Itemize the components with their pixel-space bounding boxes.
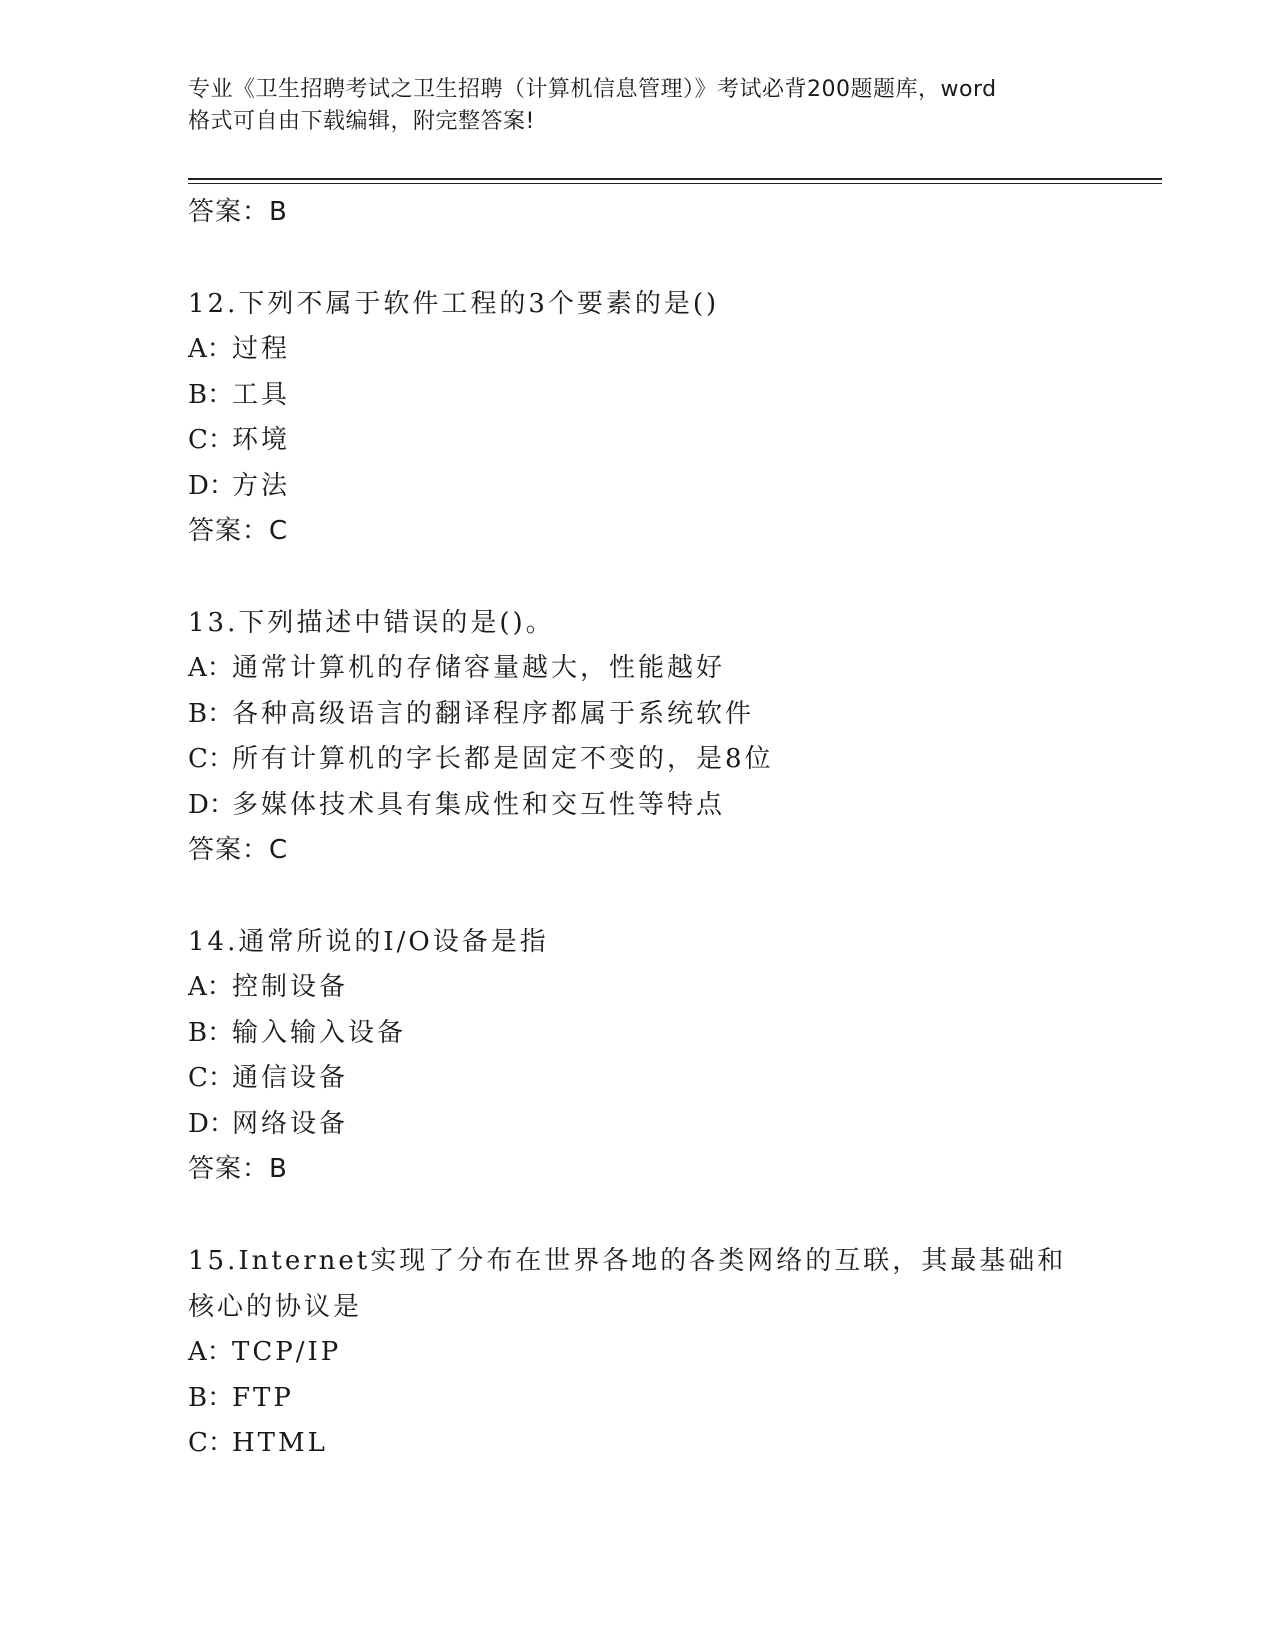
- option-key: A：: [188, 653, 233, 683]
- option-text: TCP/IP: [232, 1337, 342, 1367]
- question-block: [188, 919, 1088, 1191]
- option-key: C：: [188, 425, 234, 455]
- option-row: [188, 1011, 1088, 1057]
- option-text: 环境: [232, 425, 291, 455]
- header-rule-thick: [188, 178, 1162, 180]
- answer-label: 答案：: [188, 197, 270, 227]
- answer-line: [188, 828, 1088, 872]
- option-row: [188, 1056, 1088, 1102]
- question-text: 15.Internet实现了分布在世界各地的各类网络的互联，其最基础和核心的协议是: [188, 1246, 1067, 1322]
- option-row: [188, 1330, 1088, 1376]
- option-row: [188, 464, 1088, 510]
- answer-label: 答案：: [188, 1154, 270, 1184]
- question-block: [188, 281, 1088, 553]
- option-row: [188, 692, 1088, 738]
- header-line-1: 专业《卫生招聘考试之卫生招聘（计算机信息管理）》考试必背200题题库，word: [188, 77, 997, 102]
- question-block: [188, 1238, 1088, 1467]
- option-key: A：: [188, 1337, 233, 1367]
- option-text: 通常计算机的存储容量越大，性能越好: [232, 653, 726, 683]
- document-header: [188, 74, 1088, 138]
- option-text: 通信设备: [232, 1063, 349, 1093]
- option-row: [188, 1102, 1088, 1148]
- answer-line: [188, 190, 1088, 234]
- option-row: [188, 1376, 1088, 1422]
- option-key: C：: [188, 1063, 234, 1093]
- option-key: C：: [188, 744, 234, 774]
- option-key: C：: [188, 1428, 234, 1458]
- option-text: HTML: [232, 1428, 328, 1458]
- answer-value: C: [269, 835, 288, 865]
- option-key: D：: [188, 789, 235, 820]
- option-text: 多媒体技术具有集成性和交互性等特点: [232, 789, 726, 820]
- question-text: 13.下列描述中错误的是()。: [188, 608, 555, 638]
- option-row: [188, 418, 1088, 464]
- option-row: [188, 1421, 1088, 1467]
- option-key: A：: [188, 334, 233, 364]
- option-key: B：: [188, 379, 234, 410]
- option-row: [188, 737, 1088, 783]
- option-text: 网络设备: [232, 1108, 349, 1139]
- option-text: 各种高级语言的翻译程序都属于系统软件: [232, 698, 755, 729]
- answer-label: 答案：: [188, 835, 270, 865]
- option-text: FTP: [232, 1382, 294, 1413]
- option-key: D：: [188, 470, 235, 501]
- answer-line: [188, 1147, 1088, 1191]
- option-text: 控制设备: [232, 972, 349, 1002]
- option-text: 过程: [232, 334, 291, 364]
- question-text: 12.下列不属于软件工程的3个要素的是(): [188, 289, 720, 319]
- option-text: 方法: [232, 470, 291, 501]
- option-text: 工具: [232, 379, 291, 410]
- option-key: A：: [188, 972, 233, 1002]
- question-text: 14.通常所说的I/O设备是指: [188, 927, 549, 957]
- header-line-2: 格式可自由下载编辑，附完整答案!: [188, 109, 535, 134]
- question-block: [188, 600, 1088, 872]
- option-row: [188, 783, 1088, 829]
- option-text: 输入输入设备: [232, 1017, 407, 1048]
- option-row: [188, 327, 1088, 373]
- option-row: [188, 646, 1088, 692]
- header-rule-thin: [188, 183, 1162, 184]
- option-row: [188, 373, 1088, 419]
- answer-value: C: [269, 516, 288, 546]
- option-key: D：: [188, 1108, 235, 1139]
- answer-label: 答案：: [188, 516, 270, 546]
- question-list: [188, 190, 1088, 1467]
- answer-line: [188, 509, 1088, 553]
- answer-value: B: [269, 1154, 287, 1184]
- option-text: 所有计算机的字长都是固定不变的，是8位: [232, 744, 774, 774]
- option-key: B：: [188, 1382, 234, 1413]
- option-key: B：: [188, 698, 234, 729]
- option-row: [188, 965, 1088, 1011]
- answer-value: B: [269, 197, 287, 227]
- questions-container: [188, 281, 1088, 1467]
- option-key: B：: [188, 1017, 234, 1048]
